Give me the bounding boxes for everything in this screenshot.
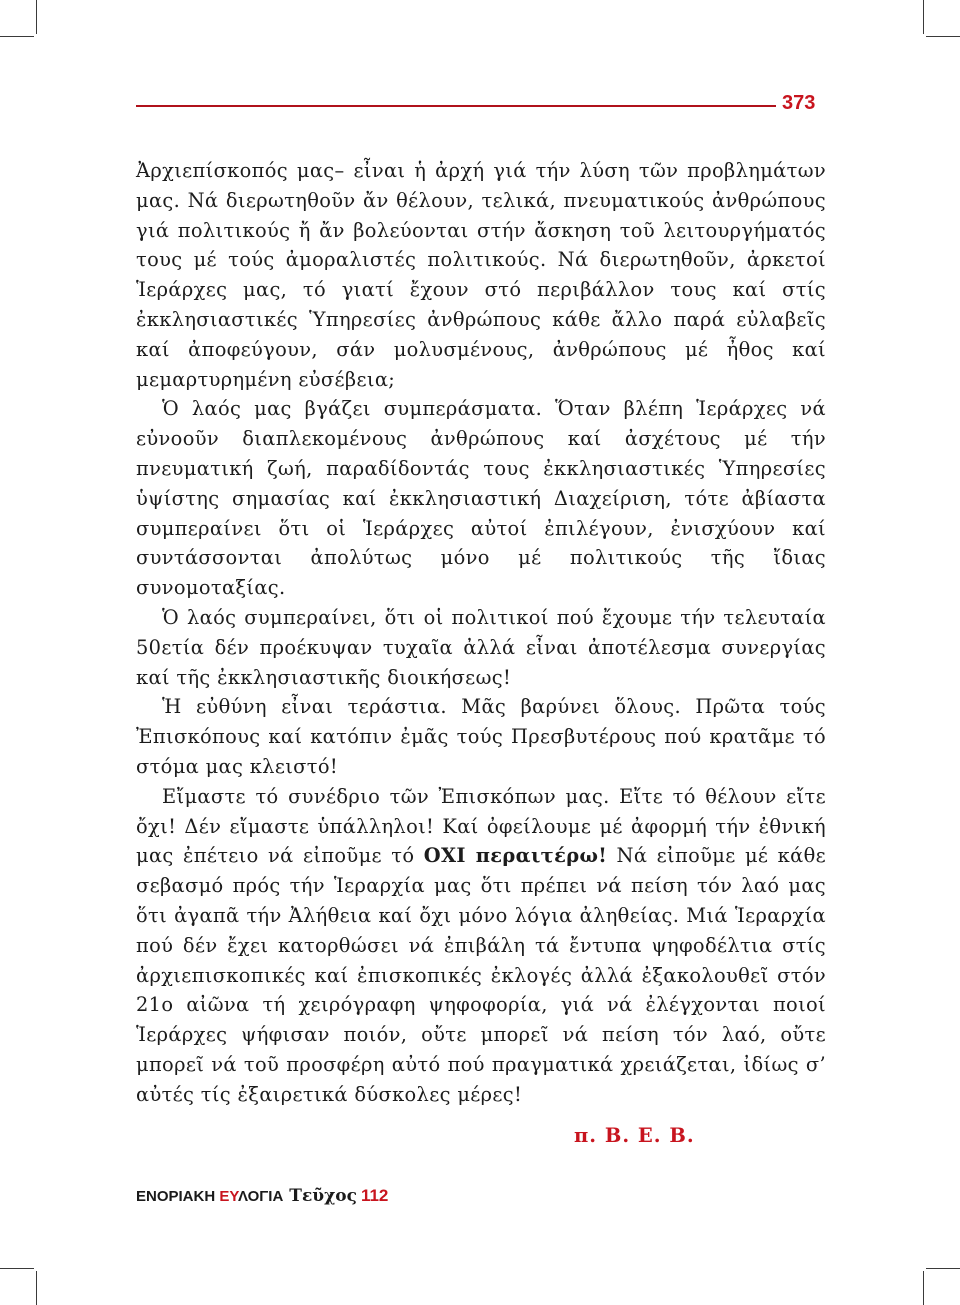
crop-mark [36, 0, 37, 34]
crop-mark [923, 0, 924, 34]
paragraph-text: Νά εἰποῦμε μέ κάθε σεβασμό πρός τήν Ἱεραρχία μας ὅτι πρέπει νά πείση τόν λαό μας ὅτι ἀγαπᾶ τήν Ἀλήθεια καί ὄχι μόνο λόγια ἀληθείας. Μιά Ἱεραρχία πού δέν ἔχει κατορθώσει νά ἐπιβάλη τά ἔντυπα ψηφοδέλτια στίς ἀρχιεπισκοπικές καί ἐπισκοπικές ἐκλογές ἀλλά ἐξακολουθεῖ στόν 21ο αἰῶνα τή χειρόγραφη ψηφοφορία, γιά νά ἐλέγχονται ποιοί Ἱεράρχες ψήφισαν ποιόν, οὔτε μπορεῖ νά πείση τόν λαό, οὔτε μπορεῖ νά τοῦ προσφέρη αὐτό πού πραγματικά χρειάζεται, ἰδίως σ’ αὐτές τίς ἐξαιρετικά δύσκολες μέρες! [136, 844, 826, 1106]
page-number: 373 [782, 92, 816, 114]
author-signature: π. Β. Ε. Β. [574, 1124, 695, 1147]
crop-mark [926, 36, 960, 37]
issue-label: Τεῦχος [289, 1186, 357, 1206]
issue-number: 112 [360, 1186, 389, 1205]
magazine-name: ΛΟΓΙΑ [238, 1188, 284, 1205]
magazine-name: ΕΝΟΡΙΑΚΗ [136, 1188, 220, 1205]
crop-mark [36, 1271, 37, 1305]
footer [136, 1186, 388, 1206]
crop-mark [0, 36, 34, 37]
paragraph: Ἡ εὐθύνη εἶναι τεράστια. Μᾶς βαρύνει ὅλους. Πρῶτα τούς Ἐπισκόπους καί κατόπιν ἐμᾶς τούς Πρεσβυτέρους πού κρατᾶμε τό στόμα μας κλειστό! [136, 695, 826, 778]
header-rule [136, 105, 776, 107]
crop-mark [926, 1268, 960, 1269]
crop-mark [923, 1271, 924, 1305]
magazine-name-accent: ΕΥ [219, 1188, 238, 1205]
article-body [136, 156, 826, 1110]
paragraph: Ὁ λαός συμπεραίνει, ὅτι οἱ πολιτικοί πού ἔχουμε τήν τελευταία 50ετία δέν προέκυψαν τυχαῖα ἀλλά εἶναι ἀποτέλεσμα συνεργίας καί τῆς ἐκκλησιαστικῆς διοικήσεως! [136, 605, 826, 689]
paragraph: Ἀρχιεπίσκοπός μας– εἶναι ἡ ἀρχή γιά τήν λύση τῶν προβλημάτων μας. Νά διερωτηθοῦν ἄν θέλουν, τελικά, πνευματικούς ἀνθρώπους γιά πολιτικούς ἤ ἄν βολεύονται στήν ἄσκηση τοῦ λειτουργήματός τους μέ τούς ἀμοραλιστές πολιτικούς. Νά διερωτηθοῦν, ἀρκετοί Ἱεράρχες μας, τό γιατί ἔχουν στό περιβάλλον τους καί στίς ἐκκλησιαστικές Ὑπηρεσίες ἀνθρώπους κάθε ἄλλο παρά εὐλαβεῖς καί ἀποφεύγουν, σάν μολυσμένους, ἀνθρώπους μέ ἦθος καί μεμαρτυρημένη εὐσέβεια; [136, 159, 826, 391]
paragraph: Ὁ λαός μας βγάζει συμπεράσματα. Ὅταν βλέπη Ἱεράρχες νά εὐνοοῦν διαπλεκομένους ἀνθρώπους καί ἀσχέτους μέ τήν πνευματική ζωή, παραδίδοντάς τους ἐκκλησιαστικές Ὑπηρεσίες ὑψίστης σημασίας καί ἐκκλησιαστική Διαχείριση, τότε ἀβίαστα συμπεραίνει ὅτι οἱ Ἱεράρχες αὐτοί ἐπιλέγουν, ἐνισχύουν καί συντάσσονται ἀπολύτως μόνο μέ πολιτικούς τῆς ἴδιας συνομοταξίας. [136, 397, 826, 600]
paragraph-text: Εἴμαστε τό συνέδριο τῶν Ἐπισκόπων μας. Εἴτε τό θέλουν εἴτε ὄχι! Δέν εἴμαστε ὑπάλληλοι! Καί ὀφείλουμε μέ ἀφορμή τήν ἐθνική μας ἐπέτειο νά εἰποῦμε τό [136, 784, 826, 868]
paragraph [136, 782, 826, 1110]
emphasis-text: ΟΧΙ περαιτέρω! [423, 844, 608, 868]
crop-mark [0, 1268, 34, 1269]
